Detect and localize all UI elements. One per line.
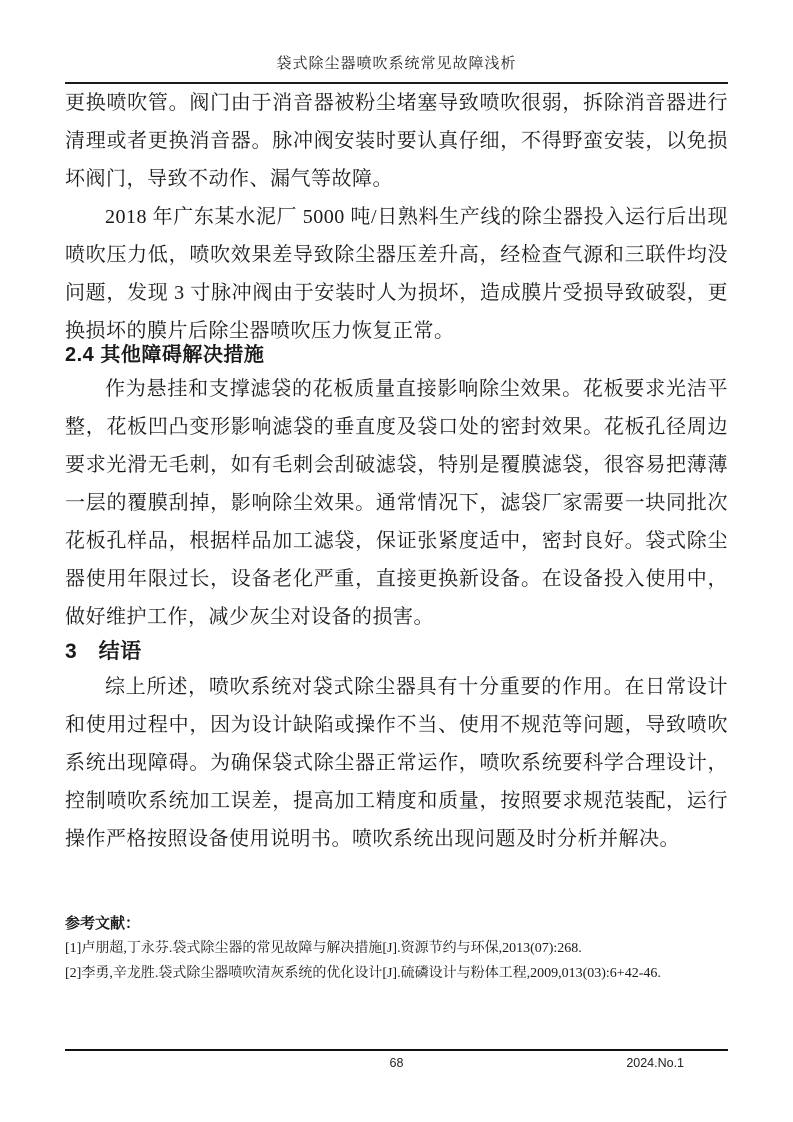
reference-item-2: [2]李勇,辛龙胜.袋式除尘器喷吹清灰系统的优化设计[J].硫磷设计与粉体工程,2009,013(03):6+42-46.	[65, 966, 661, 981]
paragraph-case-study: 2018 年广东某水泥厂 5000 吨/日熟料生产线的除尘器投入运行后出现喷吹压力低，喷吹效果差导致除尘器压差升高，经检查气源和三联件均没问题，发现 3 寸脉冲阀由于安装时人为损坏，造成膜片受损导致破裂，更换损坏的膜片后除尘器喷吹压力恢复正常。	[65, 206, 728, 342]
reference-item-1: [1]卢朋超,丁永芬.袋式除尘器的常见故障与解决措施[J].资源节约与环保,2013(07):268.	[65, 941, 582, 956]
paragraph-conclusion: 综上所述，喷吹系统对袋式除尘器具有十分重要的作用。在日常设计和使用过程中，因为设计缺陷或操作不当、使用不规范等问题，导致喷吹系统出现障碍。为确保袋式除尘器正常运作，喷吹系统要科学合理设计，控制喷吹系统加工误差，提高加工精度和质量，按照要求规范装配，运行操作严格按照设备使用说明书。喷吹系统出现问题及时分析并解决。	[65, 676, 728, 850]
page-content	[65, 50, 728, 986]
section-heading-3: 3 结语	[65, 640, 142, 663]
paragraph-continuation: 更换喷吹管。阀门由于消音器被粉尘堵塞导致喷吹很弱，拆除消音器进行清理或者更换消音器。脉冲阀安装时要认真仔细，不得野蛮安装，以免损坏阀门，导致不动作、漏气等故障。	[65, 92, 728, 190]
running-header-title: 袋式除尘器喷吹系统常见故障浅析	[276, 56, 517, 72]
paragraph-section-2-4: 作为悬挂和支撑滤袋的花板质量直接影响除尘效果。花板要求光洁平整，花板凹凸变形影响滤袋的垂直度及袋口处的密封效果。花板孔径周边要求光滑无毛刺，如有毛刺会刮破滤袋，特别是覆膜滤袋，很容易把薄薄一层的覆膜刮掉，影响除尘效果。通常情况下，滤袋厂家需要一块同批次花板孔样品，根据样品加工滤袋，保证张紧度适中，密封良好。袋式除尘器使用年限过长，设备老化严重，直接更换新设备。在设备投入使用中，做好维护工作，减少灰尘对设备的损害。	[65, 378, 728, 628]
page-number: 68	[389, 1056, 404, 1070]
journal-issue-label: 2024.No.1	[626, 1056, 684, 1070]
references-section	[65, 912, 728, 986]
references-heading: 参考文献：	[65, 915, 141, 932]
article-body	[65, 84, 728, 986]
section-heading-2-4: 2.4 其他障碍解决措施	[65, 344, 265, 366]
page-footer	[65, 1049, 728, 1070]
page-header	[65, 50, 728, 84]
